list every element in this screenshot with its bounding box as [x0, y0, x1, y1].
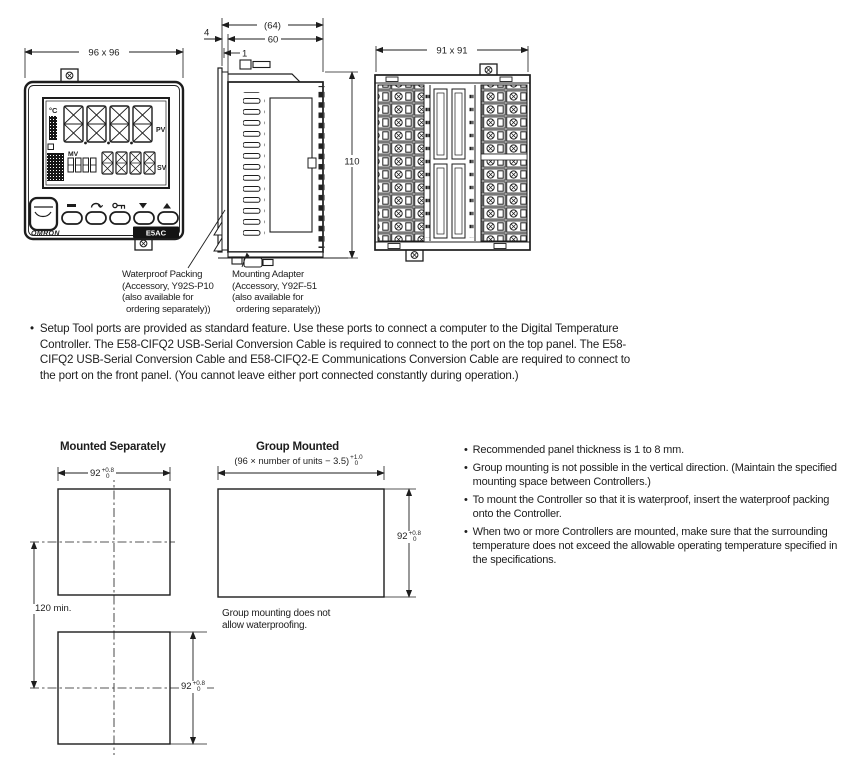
bullet: •: [464, 462, 468, 475]
callout-leader-lines: [150, 195, 280, 275]
setup-note-text: Setup Tool ports are provided as standard feature. Use these ports to connect a computer to the Digital Temperature Controller. The E58-CIFQ2 USB-Serial Conversion Cable is required to connect to the port on the top panel. The E58-CIFQ2 USB-Serial Conversion Cable and E58-CIFQ2-E Communications Conversion Cable are required to connect to the port on the front panel. (You cannot leave either port connected constantly during operation.): [39, 322, 631, 382]
spacing-dim: 120 min.: [35, 603, 72, 614]
front-dim-96x96: 96 x 96: [88, 47, 120, 59]
screw-icon: [140, 240, 147, 247]
group-mounted-title: Group Mounted: [256, 441, 339, 453]
level-key-icon: [67, 204, 76, 207]
leader-line: [188, 210, 225, 268]
note-text: When two or more Controllers are mounted, make sure that the surrounding temperature does not exceed the allowable operating temperature specified in the specifications.: [472, 526, 838, 567]
callout-line: Mounting Adapter: [232, 269, 305, 280]
terminal-gap: [481, 154, 527, 160]
separate-width-dim: [88, 468, 116, 480]
callout-line: ordering separately)): [126, 303, 211, 315]
temp-unit-label: °C: [49, 106, 58, 115]
formula-sub: 0: [354, 460, 359, 468]
pv-label: PV: [156, 127, 166, 134]
side-dim-60: 60: [267, 34, 279, 46]
sv-label: SV: [157, 165, 167, 172]
callout-line: (Accessory, Y92S-P10: [122, 280, 214, 292]
cutout-group-rect: [218, 489, 384, 597]
note-item: [464, 526, 848, 567]
side-latch: [308, 158, 316, 168]
side-dim-4: 4: [204, 27, 210, 39]
screw-icon: [66, 72, 73, 79]
rear-dot-column: [426, 88, 430, 238]
screw-icon: [411, 252, 418, 259]
side-dim-110: 110: [344, 156, 360, 168]
dim-value: 92: [397, 531, 408, 543]
lcd-display: [43, 98, 169, 188]
note-item: [464, 444, 848, 458]
callout-waterproof-packing: [122, 269, 214, 315]
mv-label: MV: [68, 151, 79, 158]
bullet: •: [464, 444, 468, 456]
mode-button: [86, 212, 106, 224]
usb-port-cover: [30, 198, 57, 230]
mounting-notes-list: [464, 444, 848, 572]
note-text: To mount the Controller so that it is waterproof, insert the waterproof packing onto the Controller.: [472, 494, 830, 521]
callout-line: (also available for: [122, 292, 194, 304]
top-mount-tab: [61, 69, 78, 82]
dim-value: 92: [181, 681, 192, 693]
side-dim-1: 1: [242, 48, 248, 60]
terminal-edge: [319, 86, 326, 248]
bullet: •: [464, 526, 468, 539]
callout-line: (Accessory, Y92F-51: [232, 280, 317, 292]
dim-sup: +0.8: [101, 467, 115, 474]
note-text: Recommended panel thickness is 1 to 8 mm.: [472, 444, 684, 456]
group-caption: Group mounting does not allow waterproofing.: [222, 608, 331, 631]
note-item: [464, 494, 848, 522]
terminal-block-right: [481, 85, 527, 241]
dim-sub: 0: [197, 686, 201, 694]
rear-dim-91x91: 91 x 91: [436, 45, 468, 57]
terminal-block-left: [378, 85, 424, 241]
bullet: •: [30, 322, 34, 335]
note-item: [464, 462, 848, 490]
separate-height-dim: [179, 681, 207, 693]
indicator-block: [49, 116, 57, 140]
screw-icon: [485, 67, 492, 74]
mounted-separately-title: Mounted Separately: [60, 441, 166, 453]
dim-sub: 0: [413, 536, 417, 544]
callout-line: ordering separately)): [236, 303, 321, 315]
indicator-square: [48, 144, 54, 150]
formula-text: (96 × number of units − 3.5): [234, 456, 350, 467]
bullet: •: [464, 494, 468, 507]
callout-mounting-adapter: [232, 269, 320, 315]
dim-sub: 0: [106, 473, 110, 481]
rear-view-drawing: [368, 38, 548, 262]
indicator-block: [47, 153, 64, 181]
rear-dot-column: [470, 88, 474, 238]
callout-line: (also available for: [232, 292, 304, 304]
dim-value: 92: [90, 468, 101, 480]
leader-arrowhead: [245, 253, 250, 259]
note-text: Group mounting is not possible in the vertical direction. (Maintain the specified mounting space between Controllers.): [472, 462, 837, 489]
group-height-dim: [395, 531, 423, 543]
model-label: E5AC: [145, 228, 167, 238]
cutout-group-diagram: [218, 466, 416, 597]
shift-button: [110, 212, 130, 224]
level-button: [62, 212, 82, 224]
brand-logo: OMRON: [31, 230, 60, 238]
setup-note: [30, 321, 636, 383]
dim-sup: +0.8: [408, 530, 422, 537]
side-dim-64: (64): [264, 20, 281, 32]
formula-sup: +1.0: [350, 454, 363, 461]
callout-line: Waterproof Packing: [122, 269, 203, 280]
top-clamp: [228, 60, 300, 82]
dim-sup: +0.8: [192, 680, 206, 687]
